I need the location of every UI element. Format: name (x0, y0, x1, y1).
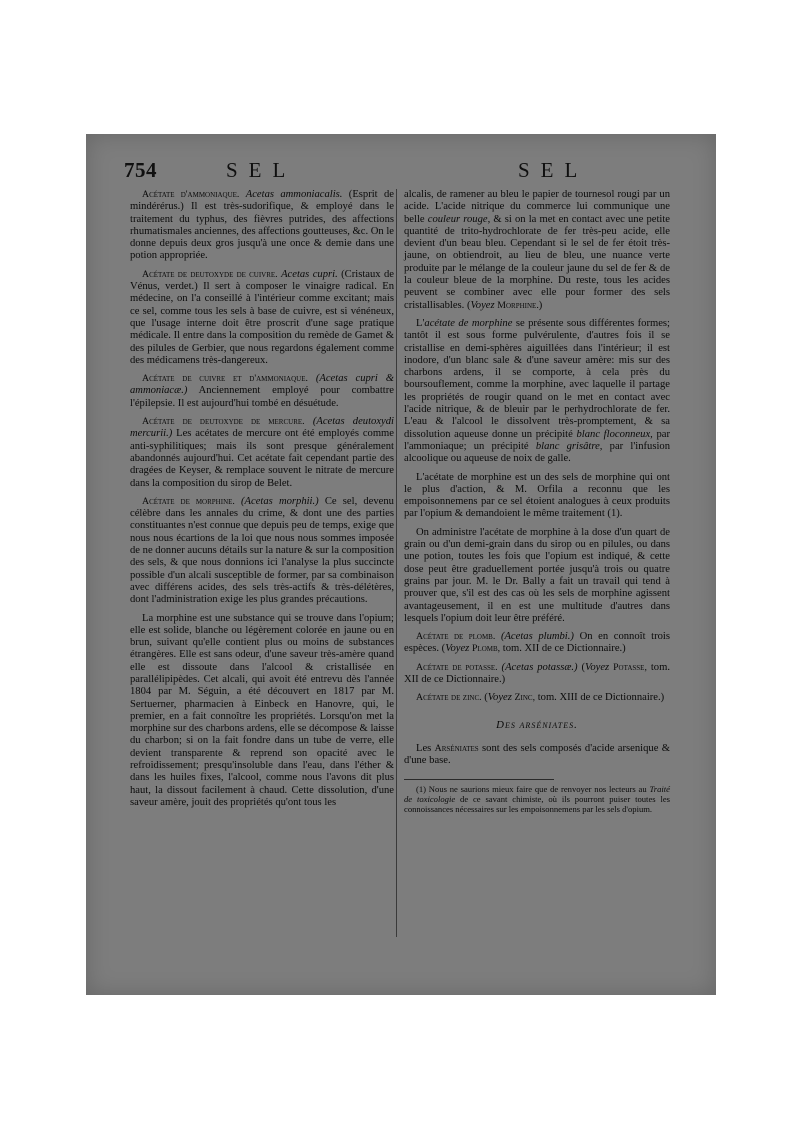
text-run: (1) Nous ne saurions mieux faire que de renvoyer nos lecteurs au (416, 784, 647, 795)
entry-term: Arséniates (434, 742, 479, 754)
text-run-italic: Voyez (585, 661, 610, 673)
text-run: par l'infusion alcoolique ou aqueuse de noix de galle. (404, 440, 670, 465)
cross-reference: Morphine. (497, 299, 539, 311)
entry-latin: (Acetas deutoxydi mercurii.) (130, 416, 394, 440)
paragraph-acetate-forms (404, 318, 670, 466)
entry-latin: Acetas cupri. (281, 268, 338, 280)
entry-latin: (Acetas plumbi.) (500, 631, 574, 643)
entry-body: On en connoît trois espèces. ( (404, 631, 670, 655)
entry-term: Acétate de plomb. (416, 631, 496, 643)
footnote (404, 784, 670, 814)
entry-acetate-cuivre (130, 269, 394, 367)
entry-body: Anciennement employé pour combattre l'épilepsie. Il est aujourd'hui tombé en désuétude. (130, 385, 394, 409)
entry-body: (Esprit de mindérérus.) Il est très-sudorifique, & employé dans le traitement du typhus, des fièvres putrides, des affections rhumatismales anciennes, des affections goutteuses, &c. On le donne depuis deux gros jusqu'à une once & demie dans une potion appropriée. (130, 189, 394, 262)
text-run-italic: blanc grisâtre, (535, 440, 603, 452)
text-run-italic: Voyez (445, 643, 470, 655)
text-run: tom. XII de ce Dictionnaire.) (404, 661, 670, 685)
text-run-italic: Traité de toxicologie (404, 784, 670, 805)
paragraph-continued (404, 189, 670, 312)
cross-reference: Potasse, (613, 661, 647, 673)
text-run: Les (416, 742, 432, 754)
entry-term: Acétate de cuivre et d'ammoniaque. (142, 373, 308, 385)
paragraph-orfila: L'acétate de morphine est un des sels de morphine qui ont le plus d'action, & M. Orfila a reconnu que les empoisonnemens par ce sel étoient analogues à ceux produits par l'opium & demandoient le même traitement (1). (404, 471, 670, 520)
text-run: ) (538, 299, 543, 311)
entry-body: Ce sel, devenu célèbre dans les annales du crime, & dont une des parties constituantes n'est connue que depuis peu de temps, exige que nous nous écartions de la loi que nous nous sommes imposée de ne donner aucuns détails sur la nature & sur la composition des sels, & que nous donnions ici l'analyse la plus succincte possible d'un alcali susceptible de former, par sa combinaison avec différens acides, des sels très-actifs & très-délétères, dont l'administration exige les plus grandes précautions. (130, 495, 394, 606)
column-divider (396, 189, 397, 937)
running-head-left: SEL (226, 158, 297, 182)
text-run-italic: blanc floconneux, (576, 428, 653, 440)
text-run: & si on la met en contact avec une petite quantité de trito-hydrochlorate de fer très-peu acide, elle devient d'un beau bleu. Cependant si le sel de fer étoit très-jaune, on obtiendroit, au lieu de bleu, une nuance verte produite par le mélange de la couleur jaune du sel de fer & de la couleur bleue de la morphine. Du reste, tous les acides peuvent se combiner avec elle pour former des sels cristallisables. ( (404, 213, 670, 311)
text-run-italic: couleur rouge, (427, 213, 491, 225)
entry-body: (Cristaux de Vénus, verdet.) Il sert à composer le vinaigre radical. En médecine, on l'a conseillé à l'intérieur comme excitant; mais ce sel, comme tous les sels à base de cuivre, est si vénéneux, que l'usage interne doit être proscrit d'une sage pratique médicale. Il entre dans la composition du remède de Gamet & des pilules de Gerbier, que nous regardons également comme des médicamens très-dangereux. (130, 268, 394, 366)
right-column (404, 189, 670, 820)
text-run: de ce savant chimiste, où ils pourront puiser toutes les connoissances nécessaires sur les empoisonnemens par les sels d'opium. (404, 794, 670, 815)
entry-term: Acétate de zinc. (416, 692, 482, 704)
footnote-rule (404, 779, 554, 780)
text-run: L' (416, 317, 425, 329)
entry-term: Acétate de morphine. (142, 495, 235, 507)
entry-latin: (Acetas morphii.) (241, 495, 319, 507)
paragraph-dosage: On administre l'acétate de morphine à la dose d'un quart de grain ou d'un demi-grain dans du sirop ou en pilules, ou dans une potion, toutes les fois que l'opium est indiqué, & cette dose peut être graduellement portée jusqu'à trois ou quatre grains par jour. M. le Dr. Bally a fait un travail qui tend à prouver que, s'il est des cas où les sels de morphine agissent avantageusement, il en est une multitude d'autres dans lesquels l'opium doit leur être préféré. (404, 526, 670, 624)
entry-latin: Acetas ammoniacalis. (245, 189, 343, 200)
entry-acetate-mercure (130, 416, 394, 490)
text-run-italic: Voyez (487, 692, 512, 704)
entry-term: Acétate de deutoxyde de cuivre. (142, 268, 278, 280)
text-run: par l'ammoniaque; un précipité (404, 428, 671, 452)
running-head-right: SEL (518, 158, 589, 182)
scanned-page (86, 134, 716, 995)
entry-term: Acétate de potasse. (416, 661, 498, 673)
page-number: 754 (124, 158, 157, 182)
entry-acetate-ammoniaque (130, 189, 394, 263)
entry-arseniates (404, 743, 670, 768)
text-run: se présente sous différentes formes; tantôt il est sous forme pulvérulente, d'autres fois il se cristallise en demi-sphères aiguillées dans l'intérieur; il est inodore, d'un blanc sale & d'une saveur amère: mis sur des charbons ardens, il se comporte, à cela près du boursouflement, comme la morphine, avec laquelle il partage les propriétés de rougir quand on le met en contact avec l'acide nitrique, & de bleuir par le perhydrochlorate de fer. L'eau & l'alcool le dissolvent très-promptement, & sa dissolution aqueuse donne un précipité (404, 317, 670, 440)
entry-term: Acétate de deutoxyde de mercure. (142, 416, 305, 428)
text-run: ( (484, 692, 488, 704)
text-run: tom. XIII de ce Dictionnaire.) (537, 692, 665, 704)
text-run: sont des sels composés d'acide arsenique & d'une base. (404, 742, 670, 767)
entry-acetate-zinc (404, 692, 670, 704)
entry-acetate-potasse (404, 662, 670, 687)
cross-reference: Zinc, (514, 692, 536, 704)
entry-acetate-morphine (130, 496, 394, 607)
entry-latin: (Acetas cupri & ammoniacæ.) (130, 373, 394, 397)
text-run: tom. XII de ce Dictionnaire.) (502, 643, 626, 655)
entry-latin: (Acetas potassæ.) (501, 661, 578, 673)
text-run: alcalis, de ramener au bleu le papier de tournesol rougi par un acide. L'acide nitrique du commerce lui communique une belle (404, 189, 670, 225)
text-run-italic: Voyez (470, 299, 495, 311)
section-title: Des arséniates. (496, 718, 578, 731)
entry-term: Acétate d'ammoniaque. (142, 189, 240, 200)
entry-body: Les acétates de mercure ont été employés comme anti-syphilitiques; mais ils sont presque généralement abandonnés aujourd'hui. Cet acétate fait cependant partie des dragées de Keyser, & remplace souvent le nitrate de mercure dans la composition du sirop de Belet. (130, 428, 395, 489)
text-run-italic: acétate de morphine (424, 317, 513, 329)
paragraph-morphine: La morphine est une substance qui se trouve dans l'opium; elle est solide, blanche ou légèrement colorée en jaune ou en brun, suivant qu'elle contient plus ou moins de substances étrangères. Elle est sans odeur, d'une saveur très-amère quand elle est dissoute dans l'alcool & cristallisée en parallélipipèdes. Cet alcali, qui avoit été entrevu dès l'année 1804 par M. Séguin, a été découvert en 1817 par M. Sertuerner, pharmacien à Einbeck en Hanovre, qui, le premier, en a fait connoître les propriétés. Lorsqu'on met la morphine sur des charbons ardens, elle se décompose & laisse du charbon; si on la fait fondre dans un tube de verre, elle devient transparente & reprend son opacité avec le refroidissement; presqu'insoluble dans l'eau, dans l'éther & dans les huiles fixes, l'alcool, comme nous l'avons dit plus haut, la dissout facilement à chaud. Cette dissolution, d'une saveur amère, jouit des propriétés qu'ont tous les (130, 612, 394, 808)
text-run: ( (581, 661, 586, 673)
entry-acetate-cuivre-ammoniaque (130, 373, 394, 410)
entry-acetate-plomb (404, 631, 670, 656)
cross-reference: Plomb, (471, 643, 501, 655)
left-column (130, 189, 394, 815)
